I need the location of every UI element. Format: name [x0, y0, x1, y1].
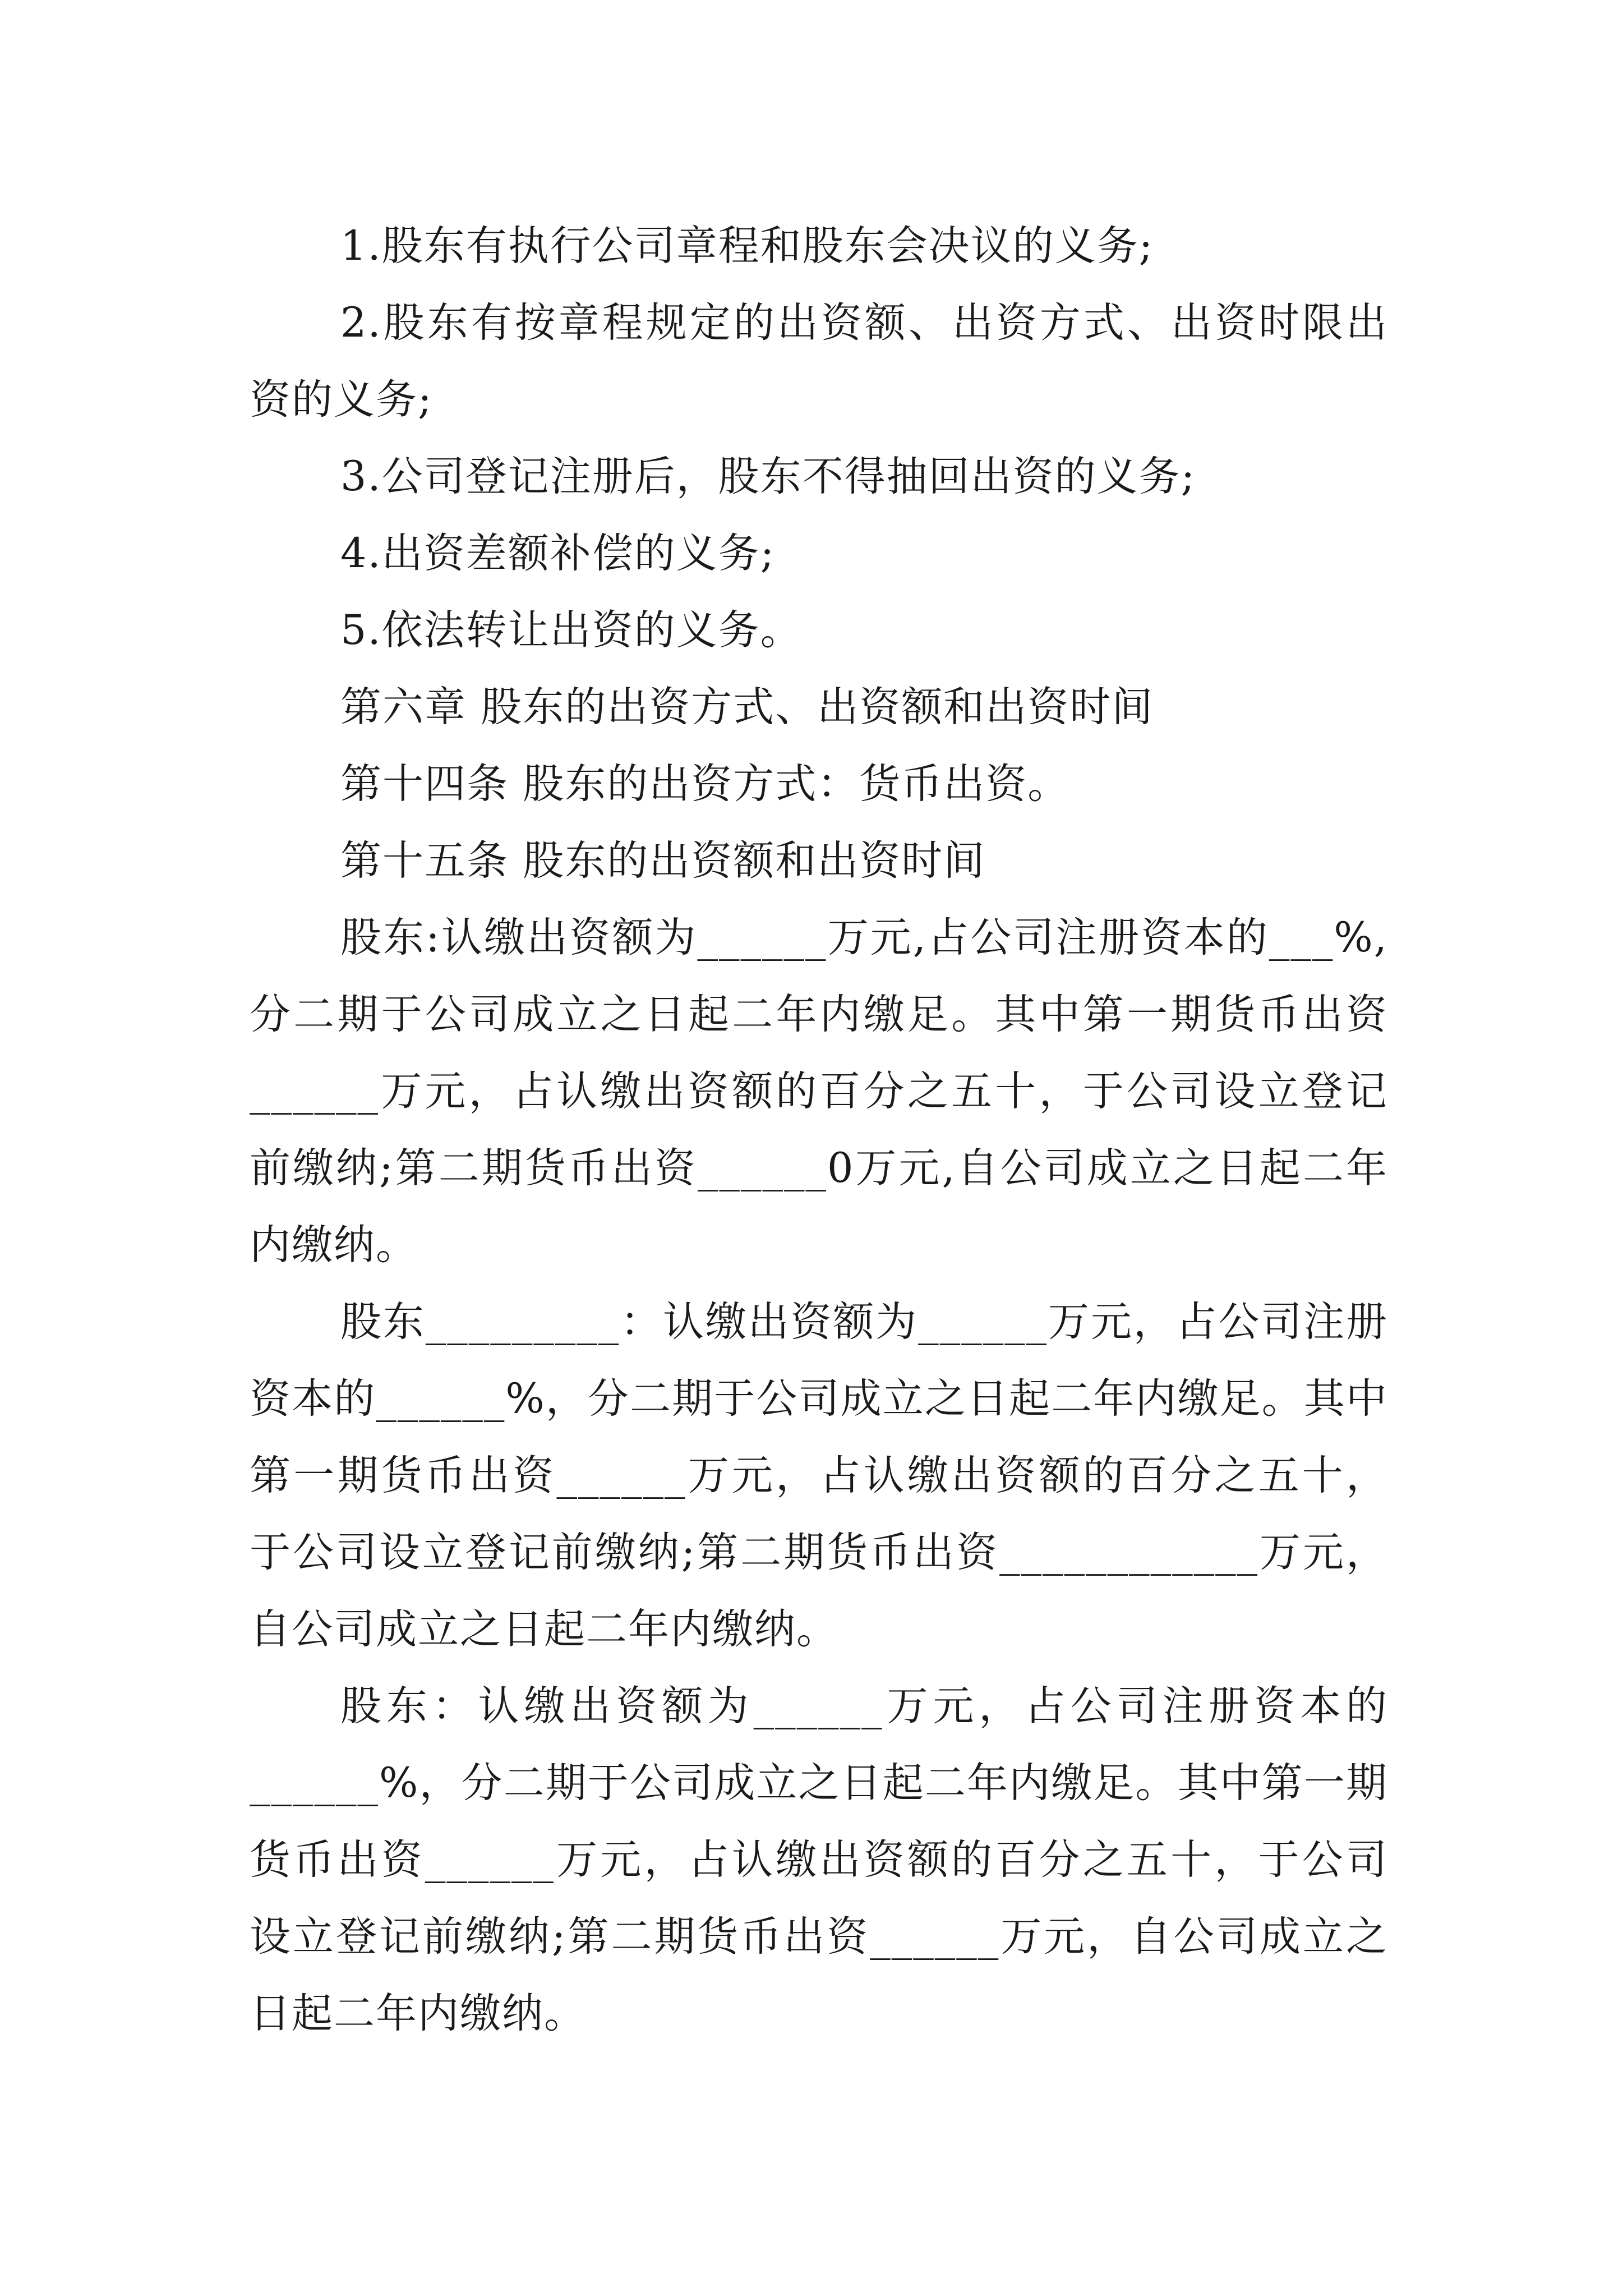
article-15: 第十五条 股东的出资额和出资时间 [340, 837, 986, 885]
paragraph-obligation-2: 2.股东有按章程规定的出资额、出资方式、出资时限出资的义务; [250, 299, 1388, 424]
paragraph-obligation-1: 1.股东有执行公司章程和股东会决议的义务; [340, 222, 1154, 270]
paragraph-obligation-4: 4.出资差额补偿的义务; [340, 530, 776, 577]
shareholder-paragraph-2: 股东_________：认缴出资额为______万元，占公司注册资本的______%，分二期于公司成立之日起二年内缴足。其中第一期货币出资______万元，占认缴出资额的百分之五十，于公司设立登记前缴纳;第二期货币出资____________万元，自公司成立之日起二年内缴纳。 [250, 1298, 1388, 1653]
paragraph-obligation-3: 3.公司登记注册后，股东不得抽回出资的义务; [340, 453, 1196, 500]
document-body [250, 208, 1388, 2052]
article-14: 第十四条 股东的出资方式：货币出资。 [340, 760, 1070, 808]
shareholder-paragraph-1: 股东:认缴出资额为______万元,占公司注册资本的___%,分二期于公司成立之日起二年内缴足。其中第一期货币出资______万元，占认缴出资额的百分之五十，于公司设立登记前缴纳;第二期货币出资______0万元,自公司成立之日起二年内缴纳。 [250, 914, 1388, 1269]
shareholder-paragraph-3: 股东：认缴出资额为______万元，占公司注册资本的______%，分二期于公司成立之日起二年内缴足。其中第一期货币出资______万元，占认缴出资额的百分之五十，于公司设立登记前缴纳;第二期货币出资______万元，自公司成立之日起二年内缴纳。 [250, 1682, 1388, 2037]
chapter-heading: 第六章 股东的出资方式、出资额和出资时间 [340, 683, 1154, 731]
paragraph-obligation-5: 5.依法转让出资的义务。 [340, 606, 803, 654]
